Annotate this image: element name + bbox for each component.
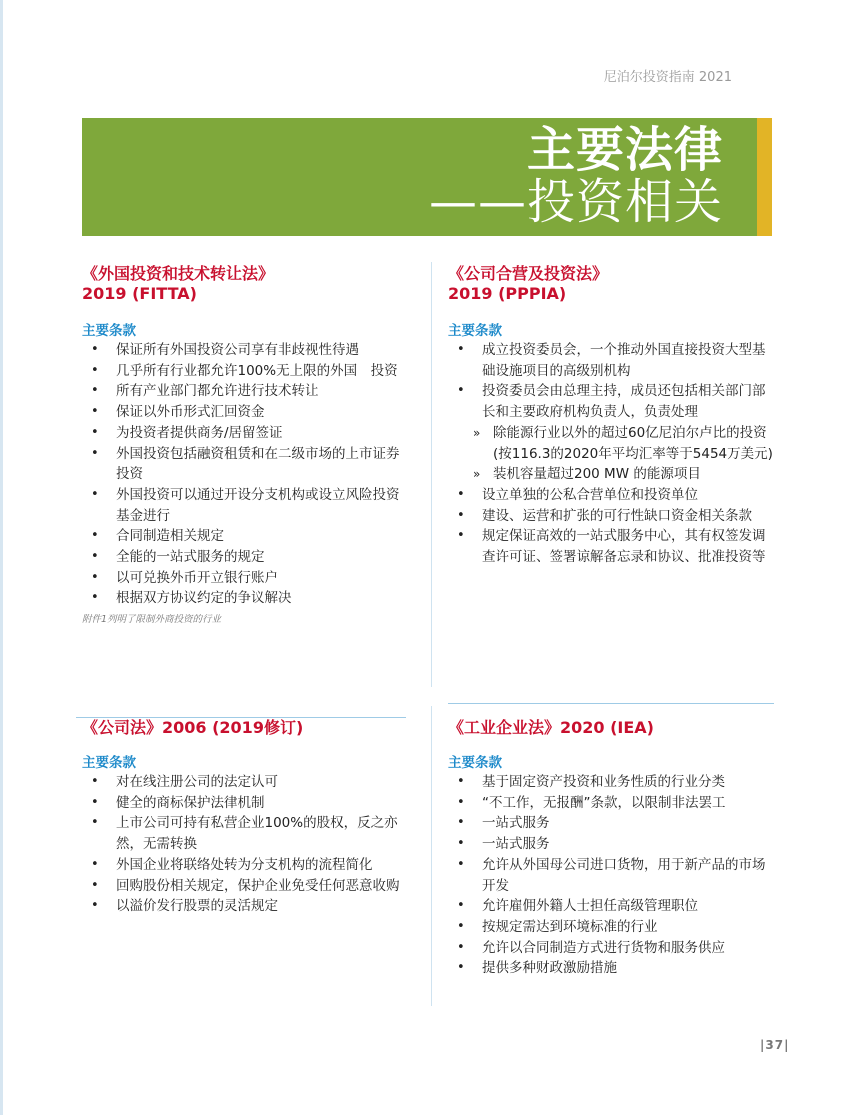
list-item: • 根据双方协议约定的争议解决 [82,588,412,609]
page-edge-rule [0,0,3,1115]
list-item: • 允许以合同制造方式进行货物和服务供应 [448,938,778,959]
section-industrial-enterprises-act [448,718,778,979]
running-header: 尼泊尔投资指南 2021 [603,70,732,85]
provisions-list [448,772,778,979]
page-number: |37| [760,1038,790,1052]
section-companies-act [82,718,412,917]
section-title-line2: 2019 (FITTA) [82,284,197,303]
section-title-line1: 《公司合营及投资法》 [448,264,609,283]
list-item: • 允许雇佣外籍人士担任高级管理职位 [448,896,778,917]
list-item: • 建设、运营和扩张的可行性缺口资金相关条款 [448,506,778,527]
annex-note: 附件1列明了限制外商投资的行业 [82,614,222,626]
column-divider-top [431,262,432,687]
list-item: • 投资委员会由总理主持，成员还包括相关部门部长和主要政府机构负责人，负责处理 [448,381,778,422]
list-item: • 外国企业将联络处转为分支机构的流程简化 [82,855,412,876]
section-fitta [82,264,412,625]
list-item: • 对在线注册公司的法定认可 [82,772,412,793]
list-item: • 允许从外国母公司进口货物，用于新产品的市场开发 [448,855,778,896]
list-item: • 保证以外币形式汇回资金 [82,402,412,423]
list-item: • 上市公司可持有私营企业100%的股权，反之亦然，无需转换 [82,813,412,854]
section-title [82,264,412,304]
list-item: • 所有产业部门都允许进行技术转让 [82,381,412,402]
section-rule-right [448,703,774,704]
list-item: • 设立单独的公私合营单位和投资单位 [448,485,778,506]
section-pppia [448,264,778,568]
section-subtitle: 主要条款 [82,755,136,771]
sub-list-item: » 除能源行业以外的超过60亿尼泊尔卢比的投资(按116.3的2020年平均汇率等于5454万美元) [448,423,778,464]
list-item: • 健全的商标保护法律机制 [82,793,412,814]
list-item: • 外国投资包括融资租赁和在二级市场的上市证券投资 [82,444,412,485]
list-item: • 提供多种财政激励措施 [448,958,778,979]
provisions-list [82,340,412,609]
section-subtitle: 主要条款 [448,755,502,771]
list-item: • 成立投资委员会，一个推动外国直接投资大型基础设施项目的高级别机构 [448,340,778,381]
list-item: • 保证所有外国投资公司享有非歧视性待遇 [82,340,412,361]
banner-title-line1: 主要法律 [526,122,723,178]
list-item: • 以可兑换外币开立银行账户 [82,568,412,589]
section-subtitle: 主要条款 [448,323,502,339]
section-title [448,264,778,304]
banner-accent-bar [757,118,772,236]
list-item: • 以溢价发行股票的灵活规定 [82,896,412,917]
list-item: • “不工作，无报酬”条款，以限制非法罢工 [448,793,778,814]
list-item: • 基于固定资产投资和业务性质的行业分类 [448,772,778,793]
section-title: 《公司法》2006 (2019修订) [82,718,304,737]
list-item: • 几乎所有行业都允许100%无上限的外国 投资 [82,361,412,382]
banner-title-line2: ——投资相关 [428,174,723,230]
list-item: • 一站式服务 [448,813,778,834]
list-item: • 按规定需达到环境标准的行业 [448,917,778,938]
list-item: • 规定保证高效的一站式服务中心，其有权签发调查许可证、签署谅解备忘录和协议、批准投资等 [448,526,778,567]
provisions-list [448,340,778,568]
list-item: • 合同制造相关规定 [82,526,412,547]
sub-list-item: » 装机容量超过200 MW 的能源项目 [448,464,778,485]
list-item: • 全能的一站式服务的规定 [82,547,412,568]
section-title-line1: 《外国投资和技术转让法》 [82,264,275,283]
list-item: • 一站式服务 [448,834,778,855]
list-item: • 外国投资可以通过开设分支机构或设立风险投资基金进行 [82,485,412,526]
list-item: • 回购股份相关规定，保护企业免受任何恶意收购 [82,876,412,897]
section-title-line2: 2019 (PPPIA) [448,284,567,303]
section-title: 《工业企业法》2020 (IEA) [448,718,654,737]
list-item: • 为投资者提供商务/居留签证 [82,423,412,444]
provisions-list [82,772,412,917]
column-divider-bottom [431,706,432,1006]
section-subtitle: 主要条款 [82,323,136,339]
title-banner [82,118,757,236]
